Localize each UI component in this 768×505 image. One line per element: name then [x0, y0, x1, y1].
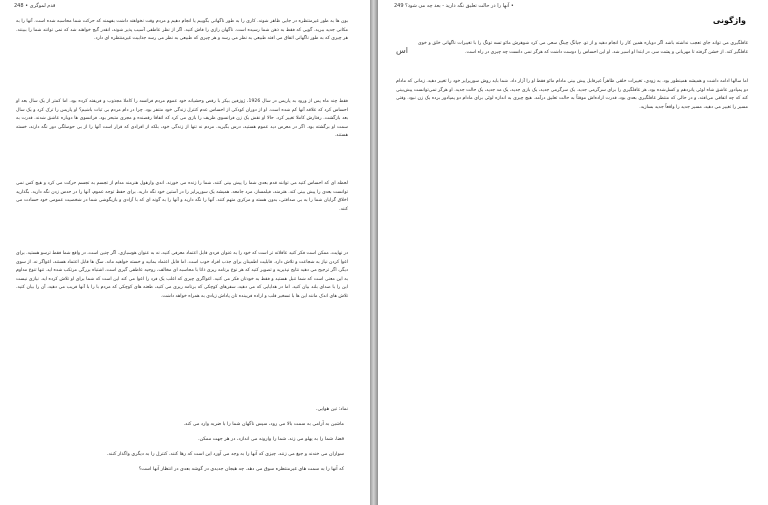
- right-paragraph-1: غافلگیری می تواند جای تعجب نداشته باشد اگر دوباره همین کار را انجام دهید و از تو. جیانگ چینگ سعی می کرد شوهرش مائو تسه تونگ را با تغییرات ناگهانی خلق و خوی غافلگیر کند. از خشن گرفته تا مهربانی و پشت سر، در ابتدا او اسیر شد. او این احساس را دوست داشت که هرگز نمی دانست چه چیزی در راه است.: [418, 41, 748, 55]
- side-mark: اس: [396, 46, 408, 55]
- left-page-header: 248 • قدم لموگری: [14, 3, 56, 9]
- section-heading: واژگونی: [712, 16, 746, 25]
- left-paragraph-2: فقط چند ماه پس از ورود به پاریس در سال 1926، ژوزفین بیکر با رقص وحشیانه خود عموم مردم فرانسه را کاملا مجذوب و فریفته کرده بود. اما کمتر از یک سال بعد او احساس کرد که علاقه آنها کم شده است. او از دوران کودکی از احساس عدم کنترل زندگی خود متنفر بود. چرا در دام مردم بی ثبات باشیم؟ او پاریس را ترک کرد و یک سال بعد بازگشت. رفتارش کاملا تغییر کرد. حالا او نقش یک زن فرانسوی ظریف را بازی می کرد که اتفاقا رقصنده و مجری متبحر بود. فرانسوی ها دوباره عاشق شدند. قدرت به سمت او برگشته بود. اگر در معرض دید عموم هستید، درس بگیرید. مردم نه تنها از زندگی خود، بلکه از افرادی که قرار است آنها را از بی حوصلگی دور نگه دارند، خسته هستند.: [16, 99, 348, 139]
- poem-line: سواران می خندند و جیغ می زنند. چیزی که آنها را به وجد می آورد این است که رها کنند. کنترل را به دیگری واگذار کنند.: [107, 452, 344, 457]
- poem-line: فضا، شما را به پهلو می زند. شما را وارونه می اندازد، در هر جهت ممکن.: [198, 437, 344, 442]
- right-paragraph-2: اما سالها ادامه داشت و همیشه همینطور بود. به زودی، تغییرات خلقی ظاهراً غیرقابل پیش بینی مادام مائو فقط او را آزار داد. شما باید روش سورپرایز خود را تغییر دهید. زمانی که مادام دو پمپادور عاشق شاه لوئی پانزدهم و کسل‌شده بود، هر غافلگیری را برای سرگرمی جدید. یک سرگرمی جدید، یک بازی جدید، یک مد جدید، یک حالت جدید. او هرگز نمی‌توانست پیش‌بینی کند که چه اتفاقی می‌افتد، و در حالی که منتظر غافلگیری بعدی بود، قدرت اراده‌اش موقتاً به حالت تعلیق درآمد. هیچ چیزی به اندازه لوئی برای مادام دو پمپادور برده یک زن نبود. وقتی مسیر را تغییر می دهید، مسیر جدید را واقعاً جدید بسازید.: [396, 79, 748, 110]
- poem-line: که آنها را به سمت های غیرمنتظره سوق می دهد. چه هیجان جدیدی در گوشه بعدی در انتظار آنها است؟: [138, 467, 344, 472]
- left-paragraph-4: در نهایت، ممکن است فکر کنید عاقلانه تر است که خود را به عنوان فردی قابل اعتماد معرفی کنید، نه به عنوان هوسبازی. اگر چنین است، در واقع شما فقط ترسو هستید. برای اغوا کردن نیاز به شجاعت و تلاش دارد. قابلیت اطمینان برای جذب افراد خوب است. اما قابل اعتماد بمانید و خسته خواهید ماند. سگ ها قابل اعتماد هستند، اغواگر نه. از سوی دیگر، اگر ترجیح می دهید نتایج نپذیرید و تصویر کنید که هر نوع برنامه ریزی ذاتا با محاسبه ای مخالف، روحیه عاطفی گیری است، اشتباه بزرگی مرتکب شده اید. تنها تنوع مداوم به این معنی است که شما تنبل هستید و فقط به خودتان فکر می کنید. اغواگری چیزی که اغلب یک فرد را اغوا می کند این است که شما برای او تلاش کرده اید. نیازی نیست این را با صدای بلند بیان کنید. اما در هدایایی که می دهید، سفرهای کوچکی که برنامه ریزی می کنید، طعنه های کوچکی که مردم با را با آنها فریب می دهید، آن را بیان کنید. تلاش های اندک مانند این ها با تسخیر قلب و اراده فریبنده تان پاداش زیادی به همراه خواهد داشت.: [16, 251, 348, 299]
- right-page: [378, 0, 768, 505]
- right-page-header: آنها را در حالت تعلیق نگه دارید - بعد چه می شود؟ 249 •: [394, 3, 514, 9]
- book-spine: [370, 0, 378, 505]
- left-paragraph-3: لحظه ای که احساس کنید می توانند قدم بعدی شما را پیش بینی کنند، شما را زنده می خورند. اندی وارهول هنرمند مدام از تجسم به تجسم حرکت می کرد و هیچ کس نمی توانست بعدی را پیش بینی کند. هنرمند، فیلمساز، مرد جامعه. همیشه یک سورپرایز را در آستین خود نگه دارید. برای حفظ توجه عموم، آنها را در حدس زدن نگه دارید. بگذارید اخلاق گرایان شما را به بی صداقتی، بدون هسته و مرکزی متهم کنند. آنها را نگه دارید و آنها را به گونه ای که با آزادی و بازیگوشی شما در شخصیت عمومی خود حسادت می کنند.: [16, 181, 348, 212]
- left-paragraph-1: بون ها به طور غیرمنتظره در جایی ظاهر شوند. کاری را به طور ناگهانی بگوییم یا انجام دهیم و مردم وقت نخواهند داشت بفهمند که حرکت شما محاسبه شده است. آنها را به مکانی جدید ببرید. گویی که فقط به ذهن شما رسیده است. ناگهان رازی را فاش کنید. اگر از نظر عاطفی آسیب پذیر شوند، انقدر گیج خواهند شد که نمی توانند شما را ببینند. هر چیزی که به طور ناگهانی اتفاق می افتد طبیعی به نظر می رسد و هر چیزی که طبیعی به نظر می رسد جذابیت غیرمنتظره ای دارد.: [16, 19, 348, 42]
- poem-line: ماشین به آرامی به سمت بالا می رود، سپس ناگهان شما را با ضربه وارد می کند.: [183, 422, 344, 427]
- poem-block: [16, 402, 348, 477]
- poem-intro: نماد: تین هوایی.: [315, 407, 348, 412]
- left-page: [0, 0, 370, 505]
